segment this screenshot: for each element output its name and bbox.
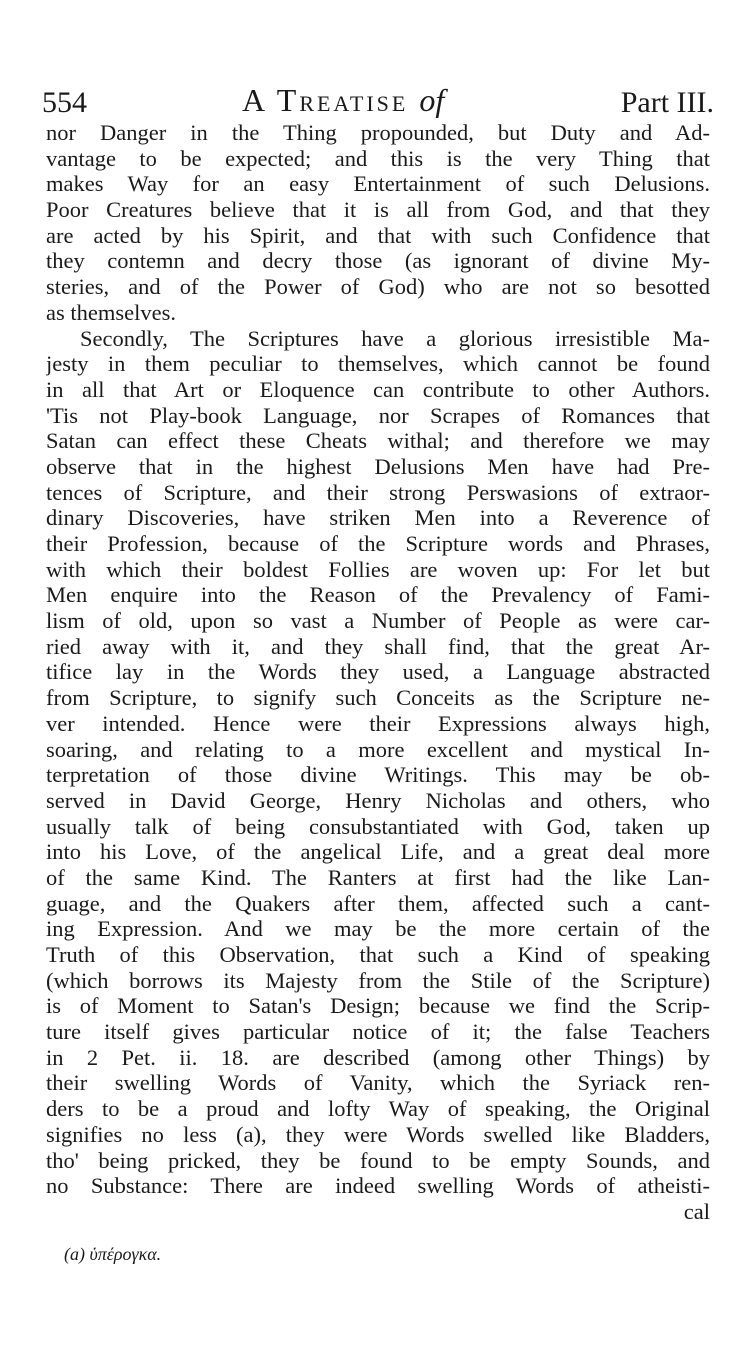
text-line: with which their boldest Follies are woven up: For let but <box>46 556 710 582</box>
text-line: signifies no less (a), they were Words swelled like Bladders, <box>46 1121 710 1147</box>
part-label: Part III. <box>620 86 714 119</box>
text-line: ture itself gives particular notice of it; the false Teachers <box>46 1019 710 1045</box>
text-line: guage, and the Quakers after them, affected such a cant- <box>46 890 710 916</box>
text-line: tho' being pricked, they be found to be empty Sounds, and <box>46 1147 710 1173</box>
page-header <box>42 80 714 122</box>
text-line: from Scripture, to signify such Conceits as the Scripture ne- <box>46 685 710 711</box>
text-line: usually talk of being consubstantiated with God, taken up <box>46 813 710 839</box>
body-text <box>46 120 710 1225</box>
text-line: soaring, and relating to a more excellent and mystical In- <box>46 736 710 762</box>
text-line: ver intended. Hence were their Expressions always high, <box>46 710 710 736</box>
text-line: is of Moment to Satan's Design; because we find the Scrip- <box>46 993 710 1019</box>
text-line: into his Love, of the angelical Life, and a great deal more <box>46 839 710 865</box>
text-line: lism of old, upon so vast a Number of People as were car- <box>46 608 710 634</box>
text-line: of the same Kind. The Ranters at first had the like Lan- <box>46 864 710 890</box>
text-line: Men enquire into the Reason of the Prevalency of Fami- <box>46 582 710 608</box>
text-line: their swelling Words of Vanity, which the Syriack ren- <box>46 1070 710 1096</box>
running-title: A Treatise of <box>242 82 445 118</box>
footnote: (a) ὑπέρογκα. <box>64 1244 162 1264</box>
text-line: ing Expression. And we may be the more certain of the <box>46 916 710 942</box>
catchword: cal <box>683 1198 710 1224</box>
text-line: tifice lay in the Words they used, a Language abstracted <box>46 659 710 685</box>
text-line: served in David George, Henry Nicholas and others, who <box>46 787 710 813</box>
text-line: in all that Art or Eloquence can contribute to other Authors. <box>46 376 710 402</box>
text-line: jesty in them peculiar to themselves, which cannot be found <box>46 351 710 377</box>
text-line: vantage to be expected; and this is the very Thing that <box>46 145 710 171</box>
text-line: terpretation of those divine Writings. This may be ob- <box>46 762 710 788</box>
text-line: Poor Creatures believe that it is all from God, and that they <box>46 197 710 223</box>
text-line: dinary Discoveries, have striken Men into a Reverence of <box>46 505 710 531</box>
text-line: their Profession, because of the Scripture words and Phrases, <box>46 531 710 556</box>
text-line: Secondly, The Scriptures have a glorious irresistible Ma- <box>80 325 710 351</box>
text-line: observe that in the highest Delusions Men have had Pre- <box>46 453 710 479</box>
text-line: (which borrows its Majesty from the Stile of the Scripture) <box>46 967 710 993</box>
text-line: 'Tis not Play-book Language, nor Scrapes of Romances that <box>46 402 710 428</box>
text-line: are acted by his Spirit, and that with such Confidence that <box>46 222 710 248</box>
text-line: as themselves. <box>46 299 176 325</box>
text-line: steries, and of the Power of God) who are not so besotted <box>46 274 710 300</box>
page-number: 554 <box>42 86 87 119</box>
text-line: ders to be a proud and lofty Way of speaking, the Original <box>46 1096 710 1122</box>
text-line: in 2 Pet. ii. 18. are described (among other Things) by <box>46 1044 710 1070</box>
text-line: they contemn and decry those (as ignorant of divine My- <box>46 248 710 274</box>
text-line: ried away with it, and they shall find, that the great Ar- <box>46 633 710 659</box>
running-title-of: of <box>419 82 445 118</box>
text-line: nor Danger in the Thing propounded, but Duty and Ad- <box>46 120 710 145</box>
text-line: Truth of this Observation, that such a Kind of speaking <box>46 942 710 967</box>
text-line: no Substance: There are indeed swelling Words of atheisti- <box>46 1173 710 1199</box>
text-line: tences of Scripture, and their strong Perswasions of extraor- <box>46 479 710 505</box>
text-line: Satan can effect these Cheats withal; and therefore we may <box>46 428 710 454</box>
text-line: makes Way for an easy Entertainment of such Delusions. <box>46 171 710 197</box>
